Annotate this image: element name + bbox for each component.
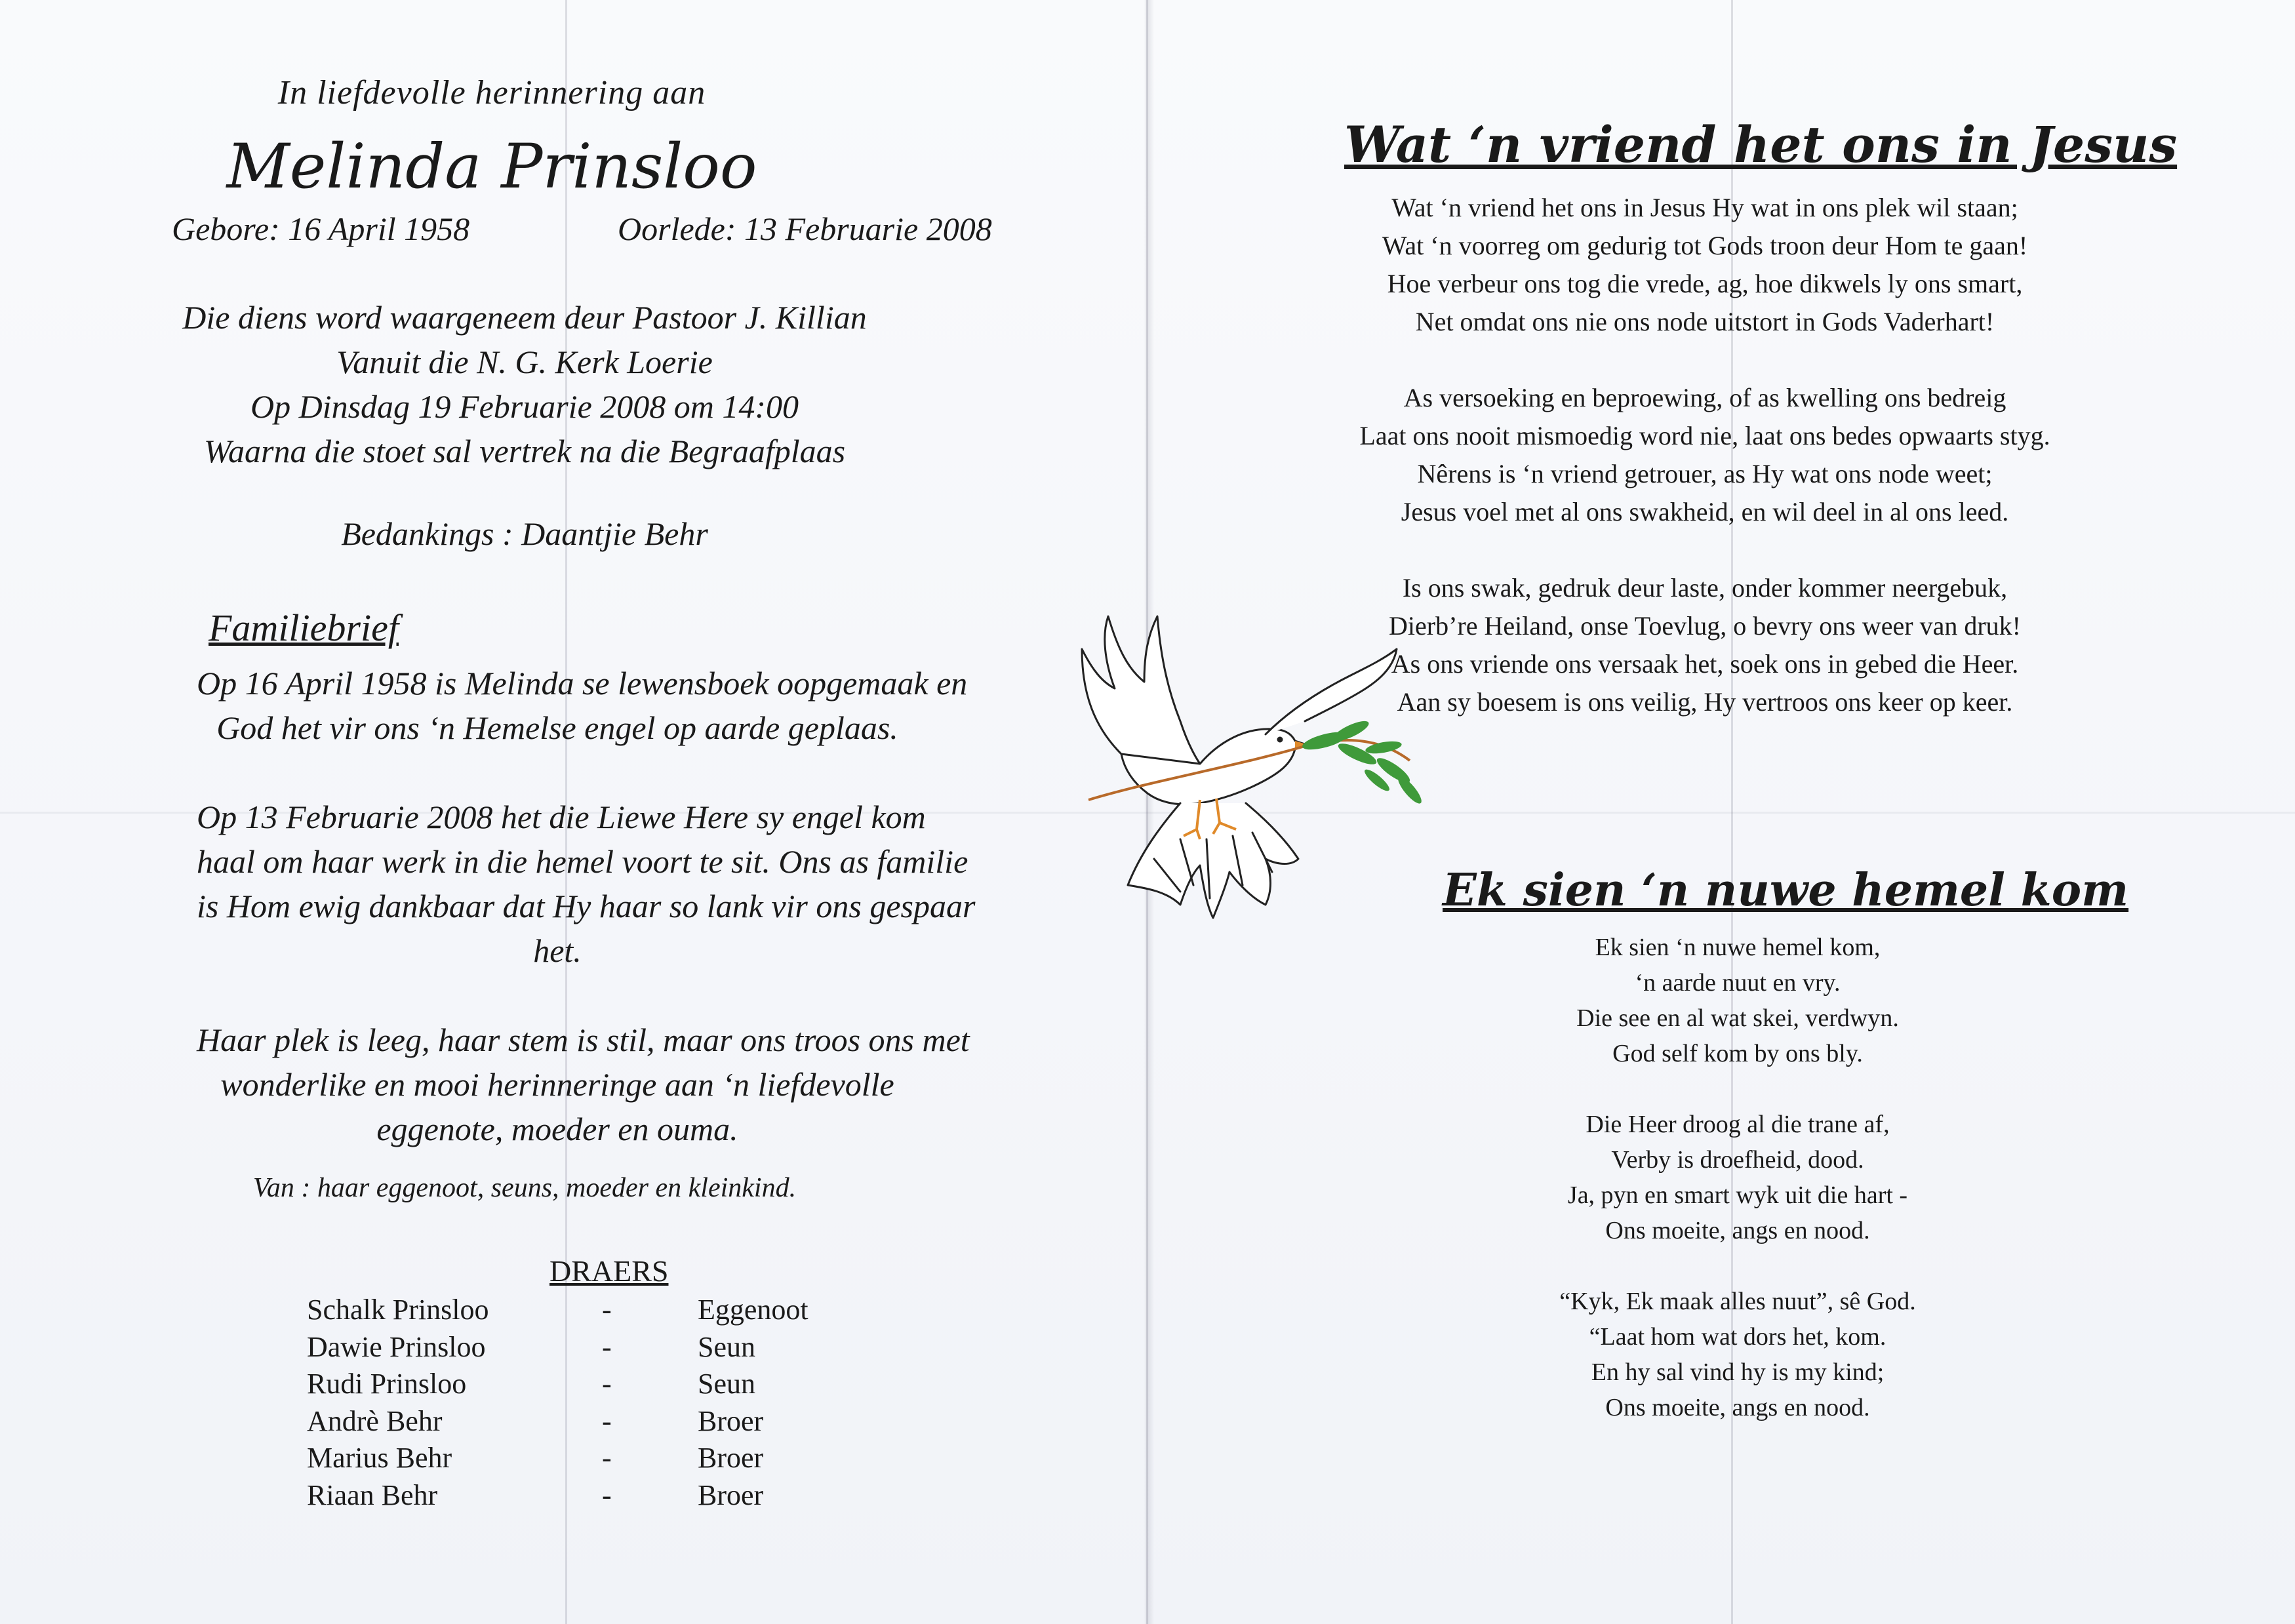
hymn-stanza [1266,569,2144,721]
thanks-line: Bedankings : Daantjie Behr [341,515,708,552]
service-line: Vanuit die N. G. Kerk Loerie [336,344,713,380]
hymn-stanza [1449,930,2026,1071]
hymn-stanza [1449,1284,2026,1425]
hymn-line: Ek sien ‘n nuwe hemel kom, [1595,934,1881,961]
hymn-line: Wat ‘n voorreg om gedurig tot Gods troon deur Hom te gaan! [1382,231,2028,260]
hymn-line: God self kom by ons bly. [1612,1040,1863,1067]
bearer-relation: Broer [698,1478,764,1511]
hymn-line: Die Heer droog al die trane af, [1586,1111,1890,1138]
bearer-row [307,1440,831,1477]
letter-line: wonderlike en mooi herinneringe aan ‘n liefdevolle [220,1066,894,1103]
letter-line: Op 16 April 1958 is Melinda se lewensboek oopgemaak en [197,665,968,702]
hymn-verses [1449,930,2026,1461]
hymn-line: Die see en al wat skei, verdwyn. [1576,1004,1899,1032]
hymn-line: Nêrens is ‘n vriend getrouer, as Hy wat ons node weet; [1417,459,1993,488]
hymn-stanza [1449,1107,2026,1248]
letter-line: is Hom ewig dankbaar dat Hy haar so lank vir ons gespaar [197,888,976,924]
intro-line: In liefdevolle herinnering aan [277,74,706,111]
family-letter [197,661,976,1196]
hymn-title: Wat ‘n vriend het ons in Jesus [1344,115,2178,174]
hymn-line: Jesus voel met al ons swakheid, en wil deel in al ons leed. [1401,497,2009,526]
hymn-line: As ons vriende ons versaak het, soek ons in gebed die Heer. [1391,649,2019,679]
hymn-line: Hoe verbeur ons tog die vrede, ag, hoe dikwels ly ons smart, [1387,269,2023,298]
bearer-dash: - [602,1478,612,1511]
letter-line: Haar plek is leeg, haar stem is stil, maar ons troos ons met [197,1021,970,1058]
deceased-name: Melinda Prinsloo [226,131,757,203]
bearer-dash: - [602,1442,612,1474]
hymn-line: Net omdat ons nie ons node uitstort in Gods Vaderhart! [1415,307,1995,336]
letter-line: haal om haar werk in die hemel voort te sit. Ons as familie [197,843,968,880]
hymn-line: En hy sal vind hy is my kind; [1591,1358,1885,1386]
service-line: Die diens word waargeneem deur Pastoor J. Killian [182,299,867,336]
bearer-row [307,1366,831,1403]
bearer-name: Rudi Prinsloo [307,1368,467,1400]
bearer-name: Schalk Prinsloo [307,1294,489,1326]
hymn-line: Ja, pyn en smart wyk uit die hart - [1567,1181,1908,1209]
hymn-line: Verby is droefheid, dood. [1611,1146,1864,1174]
hymn-line: Ons moeite, angs en nood. [1605,1217,1870,1244]
from-line: Van : haar eggenoot, seuns, moeder en kleinkind. [252,1173,797,1203]
hymn-verses [1266,189,2144,759]
bearer-name: Marius Behr [307,1442,452,1474]
bearer-relation: Seun [698,1330,755,1363]
hymn-line: Wat ‘n vriend het ons in Jesus Hy wat in ons plek wil staan; [1391,193,2018,222]
hymn-title: Ek sien ‘n nuwe hemel kom [1443,864,2129,917]
hymn-line: Laat ons nooit mismoedig word nie, laat ons bedes opwaarts styg. [1359,421,2050,450]
hymn-stanza [1266,189,2144,341]
bearer-relation: Seun [698,1368,755,1400]
letter-paragraph [197,1018,970,1151]
bearer-dash: - [602,1330,612,1363]
hymn-line: Ons moeite, angs en nood. [1605,1394,1870,1421]
bearer-relation: Broer [698,1404,764,1437]
bearer-row [307,1477,831,1515]
letter-line: God het vir ons ‘n Hemelse engel op aarde geplaas. [216,709,898,746]
bearer-dash: - [602,1294,612,1326]
bearer-relation: Eggenoot [698,1294,808,1326]
service-line: Waarna die stoet sal vertrek na die Begraafplaas [203,433,846,469]
bearer-name: Dawie Prinsloo [307,1330,486,1363]
bearer-row [307,1329,831,1366]
bearers-list [307,1292,831,1514]
hymn-line: Dierb’re Heiland, onse Toevlug, o bevry ons weer van druk! [1389,611,2021,641]
bearer-name: Andrè Behr [307,1404,443,1437]
hymn-line: Is ons swak, gedruk deur laste, onder kommer neergebuk, [1402,573,2008,603]
hymn-line: ‘n aarde nuut en vry. [1635,969,1841,997]
bearer-relation: Broer [698,1442,764,1474]
hymn-line: “Laat hom wat dors het, kom. [1589,1323,1886,1351]
service-details [118,295,931,473]
letter-paragraph [197,661,968,750]
letter-paragraph [197,795,976,973]
bearer-row [307,1292,831,1329]
death-date: Oorlede: 13 Februarie 2008 [618,210,992,247]
birth-date: Gebore: 16 April 1958 [172,210,470,247]
bearer-row [307,1403,831,1440]
hymn-line: “Kyk, Ek maak alles nuut”, sê God. [1559,1288,1916,1315]
hymn-line: As versoeking en beproewing, of as kwelling ons bedreig [1403,383,2006,412]
bearers-title: DRAERS [549,1254,669,1288]
letter-line: Op 13 Februarie 2008 het die Liewe Here sy engel kom [197,799,926,835]
letter-line: eggenote, moeder en ouma. [376,1111,738,1147]
bearer-dash: - [602,1368,612,1400]
family-letter-heading: Familiebrief [209,606,399,649]
bearer-dash: - [602,1404,612,1437]
service-line: Op Dinsdag 19 Februarie 2008 om 14:00 [250,388,799,425]
bearer-name: Riaan Behr [307,1478,438,1511]
hymn-stanza [1266,379,2144,531]
hymn-line: Aan sy boesem is ons veilig, Hy vertroos ons keer op keer. [1397,687,2013,717]
letter-line: het. [533,932,582,969]
